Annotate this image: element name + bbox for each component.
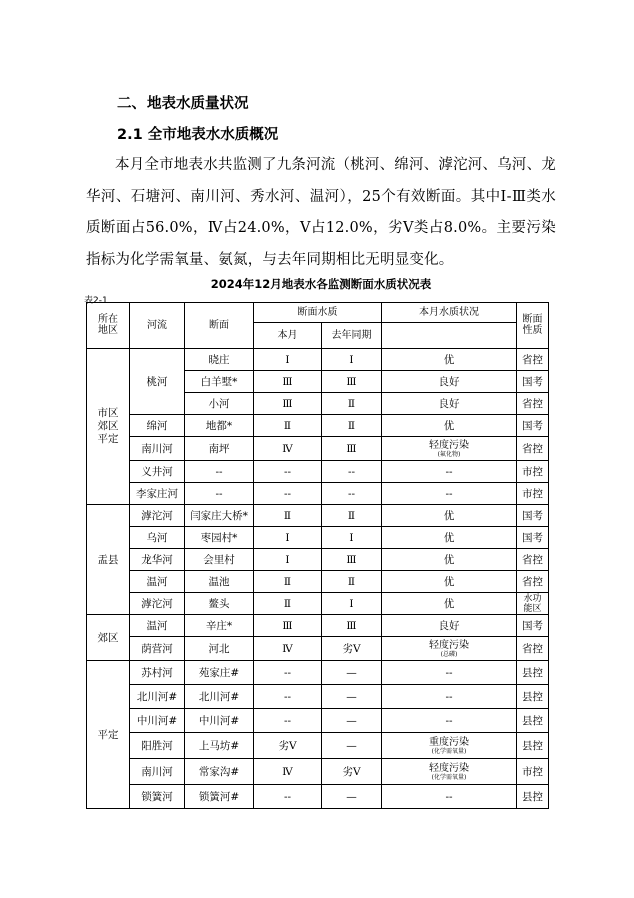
last-year-cell: —	[322, 661, 382, 685]
river-cell: 南川河	[130, 437, 185, 461]
river-cell: 阳胜河	[130, 733, 185, 759]
last-year-cell: 劣Ⅴ	[322, 759, 382, 785]
river-cell: 北川河#	[130, 685, 185, 709]
river-cell: 中川河#	[130, 709, 185, 733]
last-year-cell: --	[322, 461, 382, 483]
section-cell: 北川河#	[185, 685, 254, 709]
nature-cell: 县控	[517, 685, 549, 709]
table-row	[87, 733, 549, 759]
header-river: 河流	[130, 303, 185, 349]
month-cell: --	[254, 483, 322, 505]
table-row	[87, 661, 549, 685]
section-cell: 白羊墅*	[185, 371, 254, 393]
month-cell: --	[254, 709, 322, 733]
river-cell: 绵河	[130, 415, 185, 437]
section-cell: 锁簧河#	[185, 785, 254, 809]
group-cell: 市区郊区平定	[87, 349, 130, 505]
river-cell: 龙华河	[130, 549, 185, 571]
pollutant-note: (化学需氧量)	[431, 748, 467, 755]
river-cell: 滹沱河	[130, 505, 185, 527]
status-cell: 良好	[382, 615, 517, 637]
section-cell: 枣园村*	[185, 527, 254, 549]
last-year-cell: —	[322, 685, 382, 709]
section-number: 二、	[117, 96, 146, 112]
last-year-cell: —	[322, 785, 382, 809]
nature-cell: 省控	[517, 437, 549, 461]
nature-cell: 国考	[517, 505, 549, 527]
table-caption: 2024年12月地表水各监测断面水质状况表	[210, 277, 432, 291]
table-row	[87, 637, 549, 661]
table-row	[87, 593, 549, 615]
header-status-blank	[382, 323, 517, 349]
month-cell: Ⅳ	[254, 437, 322, 461]
nature-cell: 国考	[517, 527, 549, 549]
status-cell: 优	[382, 549, 517, 571]
nature-cell: 市控	[517, 483, 549, 505]
last-year-cell: 劣Ⅴ	[322, 637, 382, 661]
status-cell: 良好	[382, 393, 517, 415]
table-row	[87, 571, 549, 593]
month-cell: Ⅳ	[254, 759, 322, 785]
status-cell: 轻度污染 (总磷)	[382, 637, 517, 661]
table-row	[87, 527, 549, 549]
status-cell: 优	[382, 505, 517, 527]
section-cell: 小河	[185, 393, 254, 415]
nature-cell: 国考	[517, 371, 549, 393]
status-cell: --	[382, 461, 517, 483]
header-this-month: 本月	[254, 323, 322, 349]
pollutant-note: (总磷)	[440, 651, 458, 658]
nature-cell: 水功能区	[517, 593, 549, 615]
nature-cell: 省控	[517, 349, 549, 371]
table-row	[87, 549, 549, 571]
month-cell: Ⅲ	[254, 393, 322, 415]
month-cell: Ⅳ	[254, 637, 322, 661]
header-status: 本月水质状况	[382, 303, 517, 323]
last-year-cell: Ⅰ	[322, 527, 382, 549]
section-title: 地表水质量状况	[147, 96, 249, 112]
table-row	[87, 415, 549, 437]
section-cell: 中川河#	[185, 709, 254, 733]
section-cell: 闫家庄大桥*	[185, 505, 254, 527]
table-row	[87, 505, 549, 527]
section-cell: 苑家庄#	[185, 661, 254, 685]
subsection-heading: 2.1 全市地表水水质概况	[117, 127, 279, 143]
status-cell: 优	[382, 415, 517, 437]
header-nature: 断面性质	[517, 303, 549, 349]
table-row	[87, 685, 549, 709]
last-year-cell: —	[322, 733, 382, 759]
status-cell: --	[382, 685, 517, 709]
table-row	[87, 709, 549, 733]
last-year-cell: Ⅰ	[322, 349, 382, 371]
section-cell: 晓庄	[185, 349, 254, 371]
water-quality-table	[86, 302, 549, 809]
section-heading	[117, 92, 249, 113]
status-cell: --	[382, 785, 517, 809]
nature-cell: 国考	[517, 415, 549, 437]
group-cell: 郊区	[87, 615, 130, 661]
nature-cell: 市控	[517, 461, 549, 483]
month-cell: Ⅱ	[254, 505, 322, 527]
river-cell: 乌河	[130, 527, 185, 549]
nature-cell: 市控	[517, 759, 549, 785]
nature-cell: 国考	[517, 615, 549, 637]
last-year-cell: Ⅰ	[322, 593, 382, 615]
status-cell: 良好	[382, 371, 517, 393]
header-section: 断面	[185, 303, 254, 349]
section-cell: 辛庄*	[185, 615, 254, 637]
status-cell: --	[382, 661, 517, 685]
table-row	[87, 483, 549, 505]
last-year-cell: Ⅲ	[322, 437, 382, 461]
table-row	[87, 615, 549, 637]
river-cell: 南川河	[130, 759, 185, 785]
month-cell: Ⅲ	[254, 615, 322, 637]
last-year-cell: Ⅱ	[322, 393, 382, 415]
group-cell: 盂县	[87, 505, 130, 615]
status-cell: --	[382, 709, 517, 733]
last-year-cell: --	[322, 483, 382, 505]
last-year-cell: Ⅱ	[322, 415, 382, 437]
section-cell: 上马坊#	[185, 733, 254, 759]
month-cell: Ⅱ	[254, 571, 322, 593]
nature-cell: 省控	[517, 571, 549, 593]
status-cell: 优	[382, 527, 517, 549]
table-row	[87, 437, 549, 461]
month-cell: 劣Ⅴ	[254, 733, 322, 759]
header-last-year: 去年同期	[322, 323, 382, 349]
last-year-cell: Ⅱ	[322, 505, 382, 527]
section-cell: --	[185, 483, 254, 505]
status-cell: 优	[382, 349, 517, 371]
river-cell: 滹沱河	[130, 593, 185, 615]
last-year-cell: Ⅲ	[322, 371, 382, 393]
nature-cell: 省控	[517, 637, 549, 661]
month-cell: Ⅱ	[254, 415, 322, 437]
section-cell: 河北	[185, 637, 254, 661]
nature-cell: 省控	[517, 393, 549, 415]
section-cell: 常家沟#	[185, 759, 254, 785]
river-cell: 温河	[130, 615, 185, 637]
status-cell: 重度污染 (化学需氧量)	[382, 733, 517, 759]
last-year-cell: Ⅲ	[322, 615, 382, 637]
river-cell: 温河	[130, 571, 185, 593]
header-region: 所在地区	[87, 303, 130, 349]
table-row	[87, 461, 549, 483]
month-cell: --	[254, 661, 322, 685]
river-cell: 李家庄河	[130, 483, 185, 505]
header-quality: 断面水质	[254, 303, 382, 323]
month-cell: --	[254, 685, 322, 709]
month-cell: --	[254, 785, 322, 809]
month-cell: --	[254, 461, 322, 483]
table-row	[87, 785, 549, 809]
nature-cell: 县控	[517, 785, 549, 809]
section-cell: 地都*	[185, 415, 254, 437]
nature-cell: 县控	[517, 709, 549, 733]
nature-cell: 县控	[517, 733, 549, 759]
table-number: 表2-1	[84, 296, 108, 306]
pollutant-note: (化学需氧量)	[431, 774, 467, 781]
status-cell: 优	[382, 571, 517, 593]
month-cell: Ⅰ	[254, 549, 322, 571]
nature-cell: 县控	[517, 661, 549, 685]
river-cell: 苏村河	[130, 661, 185, 685]
river-cell: 锁簧河	[130, 785, 185, 809]
table-row	[87, 349, 549, 371]
last-year-cell: Ⅱ	[322, 571, 382, 593]
section-cell: 温池	[185, 571, 254, 593]
river-cell: 义井河	[130, 461, 185, 483]
section-cell: 会里村	[185, 549, 254, 571]
river-cell: 桃河	[130, 349, 185, 415]
status-cell: 轻度污染 (化学需氧量)	[382, 759, 517, 785]
pollutant-note: (氟化物)	[437, 451, 461, 458]
month-cell: Ⅱ	[254, 593, 322, 615]
group-cell: 平定	[87, 661, 130, 809]
section-cell: 南坪	[185, 437, 254, 461]
month-cell: Ⅰ	[254, 349, 322, 371]
summary-paragraph: 本月全市地表水共监测了九条河流（桃河、绵河、滹沱河、乌河、龙华河、石塘河、南川河、秀水河、温河），25个有效断面。其中Ⅰ-Ⅲ类水质断面占56.0%，Ⅳ占24.0%，Ⅴ占12.0%，劣Ⅴ类占8.0%。主要污染指标为化学需氧量、氨氮，与去年同期相比无明显变化。	[86, 157, 556, 268]
status-cell: --	[382, 483, 517, 505]
status-cell: 轻度污染 (氟化物)	[382, 437, 517, 461]
nature-cell: 省控	[517, 549, 549, 571]
last-year-cell: Ⅲ	[322, 549, 382, 571]
section-cell: --	[185, 461, 254, 483]
status-cell: 优	[382, 593, 517, 615]
last-year-cell: —	[322, 709, 382, 733]
table-row	[87, 759, 549, 785]
river-cell: 荫营河	[130, 637, 185, 661]
section-cell: 鳌头	[185, 593, 254, 615]
month-cell: Ⅰ	[254, 527, 322, 549]
month-cell: Ⅲ	[254, 371, 322, 393]
